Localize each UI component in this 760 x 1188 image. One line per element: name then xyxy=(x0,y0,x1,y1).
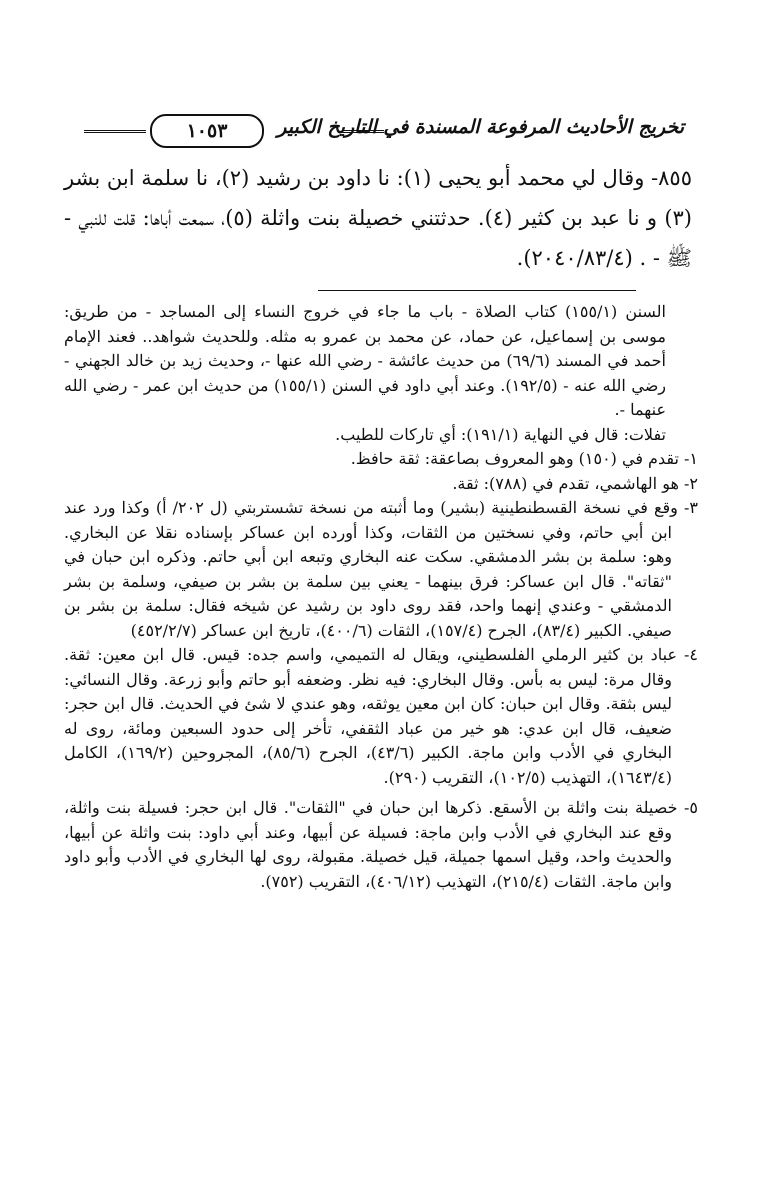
page-number: ١٠٥٣ xyxy=(150,114,264,148)
footnote-item: ٤- عباد بن كثير الرملي الفلسطيني، ويقال له التميمي، واسم جده: قيس. قال ابن معين: ثقة. وقال مرة: ليس به بأس. وقال البخاري: فيه نظر. وضعفه أبو حاتم وأبو زرعة. وقال النسائي: ليس بثقة. وقال ابن حبان: كان ابن معين يوثقه، وهو عندي لا شئ في الحديث. قال ابن حجر: ضعيف، قال ابن عدي: هو خير من عباد الثقفي، تأخر إلى حدود السبعين ومائة، روى له البخاري في الأدب وابن ماجة. الكبير (٤٣/٦)، الجرح (٨٥/٦)، المجروحين (١٦٩/٢)، الكامل (١٦٤٣/٤)، التهذيب (١٠٢/٥)، التقريب (٢٩٠). xyxy=(64,645,698,787)
footnote-item: ٣- وقع في نسخة القسطنطينية (بشير) وما أثبته من نسخة تشستربتي (ل ٢٠٢/ أ) وكذا ورد عند ابن أبي حاتم، وفي نسختين من الثقات، وكذا أورده ابن عساكر بإسناده نقلا عن البخاري. وهو: سلمة بن بشر الدمشقي. سكت عنه البخاري وتبعه ابن أبي حاتم. وذكره ابن حبان في "ثقاته". قال ابن عساكر: فرق بينهما - يعني بين سلمة بن بشر بن صيفي، وسلمة بن بشر الدمشقي - وعندي إنهما واحد، فقد روى داود بن رشيد عن شيخه فقال: سلمة بن بشر بن صيفي. الكبير (٨٣/٤)، الجرح (١٥٧/٤)، الثقات (٤٠٠/٦)، تاريخ ابن عساكر (٤٥٢/٢/٧) xyxy=(64,498,698,640)
footnote-intro: السنن (١٥٥/١) كتاب الصلاة - باب ما جاء في خروج النساء إلى المساجد - من طريق: موسى بن إسماعيل، عن حماد، عن محمد بن عمرو به مثله. وللحديث شواهد.. فعند الإمام أحمد في المسند (٦٩/٦) من حديث عائشة - رضي الله عنها -، وحديث زيد بن خالد الجهني - رضي الله عنه - (١٩٢/٥). وعند أبي داود في السنن (١٥٥/١) من حديث ابن عمر - رضي الله عنهما -. xyxy=(64,302,667,419)
hadith-text xyxy=(64,158,692,278)
footnotes xyxy=(64,300,698,894)
footnote-item: ٢- هو الهاشمي، تقدم في (٧٨٨): ثقة. xyxy=(452,473,698,493)
footnote-item: ٥- خصيلة بنت واثلة بن الأسقع. ذكرها ابن حبان في "الثقات". قال ابن حجر: فسيلة بنت واثلة، وقع عند البخاري في الأدب وابن ماجة: فسيلة عن أبيها، وعند أبي داود: بنت واثلة عن أبيها، والحديث واحد، وقيل اسمها جميلة، قيل خصيلة. مقبولة، روى لها البخاري في الأدب وأبو داود وابن ماجة. الثقات (٢١٥/٤)، التهذيب (٤٠٦/١٢)، التقريب (٧٥٢). xyxy=(64,798,698,891)
footnote-item: ١- تقدم في (١٥٠) وهو المعروف بصاعقة: ثقة حافظ. xyxy=(350,449,698,468)
header-title: تخريج الأحاديث المرفوعة المسندة في التاريخ الكبير xyxy=(277,116,684,138)
header-rule xyxy=(84,130,146,133)
hadith-paragraph: ٨٥٥- وقال لي محمد أبو يحيى (١): نا داود بن رشيد (٢)، نا سلمة ابن بشر (٣) و نا عبد بن كثير (٤). حدثتني خصيلة بنت واثلة (٥)، سمعت أباها: قلت للنبي - ﷺ - . (٢٠٤٠/٨٣/٤). xyxy=(64,166,692,270)
header-rule xyxy=(342,130,384,133)
footnote-separator xyxy=(318,290,636,291)
running-header xyxy=(84,110,684,154)
footnote-intro: تفلات: قال في النهاية (١٩١/١): أي تاركات للطيب. xyxy=(335,424,666,444)
